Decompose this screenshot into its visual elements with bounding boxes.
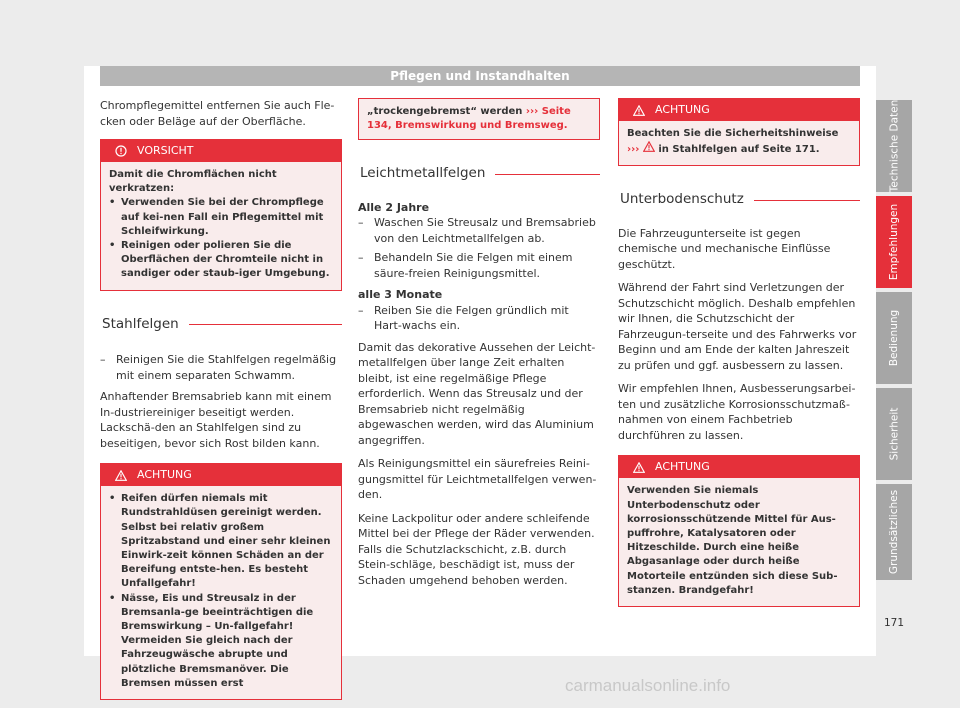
- achtung-label: ACHTUNG: [655, 103, 710, 116]
- leichtmetall-step-text: Waschen Sie Streusalz und Bremsabrieb von den Leichtmetallfelgen ab.: [374, 216, 596, 245]
- stahlfelgen-step-text: Reinigen Sie die Stahlfelgen regelmäßig mit einem separaten Schwamm.: [116, 353, 337, 382]
- warning-triangle-icon: [643, 141, 655, 152]
- achtung-text: in: [658, 144, 669, 156]
- vorsicht-box: [100, 139, 342, 291]
- stahlfelgen-link[interactable]: Stahlfelgen auf Seite 171.: [672, 144, 820, 156]
- achtung-body: [101, 486, 341, 699]
- tab-grundsaetzliches[interactable]: [876, 484, 912, 580]
- leichtmetall-title: Leichtmetallfelgen: [360, 165, 486, 182]
- leichtmetall-paragraph: Als Reinigungsmittel ein säurefreies Reini-gungsmittel für Leichtmetallfelgen verwen-den.: [358, 457, 597, 502]
- vorsicht-heading: Damit die Chromflächen nicht verkratzen:: [109, 169, 277, 195]
- achtung-label: ACHTUNG: [655, 460, 710, 474]
- unterboden-paragraph: Wir empfehlen Ihnen, Ausbesserungsarbei-ten und zusätzliche Korrosionsschutzmaß-nahmen von einem Fachbetrieb durchführen zu lassen.: [618, 382, 856, 442]
- page-header: Pflegen und Instandhalten: [100, 66, 860, 86]
- unterboden-paragraph: Während der Fahrt sind Verletzungen der Schutzschicht möglich. Deshalb empfehlen wir Ihnen, die Schutzschicht der Fahrzeugun-terseite und des Fahrwerks vor Beginn und am Ende der kalten Jahreszeit zu prüfen und ggf. ausbessern zu lassen.: [618, 281, 857, 372]
- vorsicht-body: [101, 162, 341, 290]
- achtung-continuation-box: [358, 98, 600, 140]
- achtung-item-text: Reifen dürfen niemals mit Rundstrahldüsen gereinigt werden. Selbst bei relativ großem Spritzabstand und einer sehr kleinen Einwirk-zeit können Schäden an der Bereifung entste-hen. Es besteht Unfallgefahr!: [121, 493, 331, 590]
- unterboden-title: Unterbodenschutz: [620, 191, 744, 208]
- leichtmetall-section-heading: [358, 166, 600, 182]
- leichtmetall-step: – Reiben Sie die Felgen gründlich mit Hart-wachs ein.: [358, 303, 600, 334]
- tab-label: Technische Daten: [888, 99, 901, 193]
- stahlfelgen-paragraph: Anhaftender Bremsabrieb kann mit einem In-dustriereiniger beseitigt werden. Lackschä-den an Stahlfelgen sind zu beseitigen, bevor sich Rost bilden kann.: [100, 390, 332, 450]
- vorsicht-item: • Verwenden Sie bei der Chrompflege auf kei-nen Fall ein Pflegemittel mit Schleifwirkung.: [109, 196, 333, 239]
- vorsicht-item: • Reinigen oder polieren Sie die Oberflächen der Chromteile nicht in sandiger oder staub-iger Umgebung.: [109, 239, 333, 282]
- section-rule: [754, 200, 860, 201]
- achtung-header: [619, 456, 859, 478]
- leichtmetall-paragraph: Keine Lackpolitur oder andere schleifende Mittel bei der Pflege der Räder verwenden. Falls die Schutzlackschicht, z.B. durch Stein-schläge, beschädigt ist, muss der Schaden umgehend behoben werden.: [358, 511, 595, 587]
- intro-paragraph: Chrompflegemittel entfernen Sie auch Fle-cken oder Beläge auf der Oberfläche.: [100, 99, 335, 128]
- stahlfelgen-step: – Reinigen Sie die Stahlfelgen regelmäßig mit einem separaten Schwamm.: [100, 352, 342, 383]
- achtung-header: [101, 464, 341, 486]
- leichtmetall-step-text: Reiben Sie die Felgen gründlich mit Hart-wachs ein.: [374, 303, 569, 333]
- leichtmetall-step: – Waschen Sie Streusalz und Bremsabrieb von den Leichtmetallfelgen ab.: [358, 215, 600, 246]
- vorsicht-item-text: Verwenden Sie bei der Chrompflege auf kei-nen Fall ein Pflegemittel mit Schleifwirkung.: [121, 197, 324, 237]
- column-left: [100, 98, 342, 708]
- vorsicht-item-text: Reinigen oder polieren Sie die Oberflächen der Chromteile nicht in sandiger oder staub-iger Umgebung.: [121, 240, 330, 280]
- achtung-label: ACHTUNG: [137, 468, 192, 482]
- warning-triangle-icon: [633, 462, 645, 473]
- unterboden-paragraph: Die Fahrzeugunterseite ist gegen chemische und mechanische Einflüsse geschützt.: [618, 226, 831, 271]
- column-middle: [358, 98, 600, 596]
- section-rule: [189, 324, 342, 325]
- info-circle-icon: [115, 145, 127, 157]
- link-arrow: ›››: [627, 144, 640, 156]
- achtung-item: • Reifen dürfen niemals mit Rundstrahldüsen gereinigt werden. Selbst bei relativ großem Spritzabstand und einer sehr kleinen Einwirk-zeit können Schäden an der Bereifung entste-hen. Es besteht Unfallgefahr!: [109, 492, 333, 591]
- achtung-item: • Nässe, Eis und Streusalz in der Bremsanla-ge beeinträchtigen die Bremswirkung – Un-fallgefahr! Vermeiden Sie gleich nach der Fahrzeugwäsche abrupte und plötzliche Bremsmanöver. Die Bremsen müssen erst: [109, 592, 333, 691]
- achtung-text: Beachten Sie die Sicherheitshinweise: [627, 128, 839, 139]
- chapter-tabs: [876, 100, 912, 584]
- page-number: 171: [883, 617, 905, 629]
- vorsicht-label: VORSICHT: [137, 144, 194, 157]
- tab-technische-daten[interactable]: [876, 100, 912, 192]
- tab-bedienung[interactable]: [876, 292, 912, 384]
- stahlfelgen-title: Stahlfelgen: [102, 315, 179, 332]
- tab-label: Sicherheit: [888, 407, 901, 461]
- achtung-body: Verwenden Sie niemals Unterbodenschutz oder korrosionsschützende Mittel für Aus-puffrohre, Katalysatoren oder Hitzeschilde. Durch eine heiße Abgasanlage oder durch heiße Motorteile entzünden sich diese Sub-stanzen. Brandgefahr!: [619, 478, 859, 606]
- achtung-header: [619, 99, 859, 121]
- achtung-item-text: Nässe, Eis und Streusalz in der Bremsanla-ge beeinträchtigen die Bremswirkung – Un-fallgefahr! Vermeiden Sie gleich nach der Fahrzeugwäsche abrupte und plötzliche Bremsmanöver. Die Bremsen müssen erst: [121, 592, 314, 689]
- section-rule: [495, 174, 600, 175]
- column-right: [618, 98, 860, 621]
- tab-label: Bedienung: [888, 309, 900, 367]
- unterboden-section-heading: [618, 192, 860, 208]
- achtung-box-safety: [618, 98, 860, 166]
- tab-sicherheit[interactable]: [876, 388, 912, 480]
- continuation-body: [359, 99, 599, 139]
- leichtmetall-step-text: Behandeln Sie die Felgen mit einem säure-freien Reinigungsmittel.: [374, 251, 573, 280]
- tab-empfehlungen[interactable]: [876, 196, 912, 288]
- achtung-box-underbody: [618, 455, 860, 607]
- tab-label: Empfehlungen: [888, 203, 901, 281]
- watermark: carmanualsonline.info: [565, 676, 731, 695]
- warning-triangle-icon: [633, 105, 645, 116]
- vorsicht-header: [101, 140, 341, 162]
- tab-label: Grundsätzliches: [888, 489, 900, 575]
- stahlfelgen-section-heading: [100, 317, 342, 333]
- interval-label: Alle 2 Jahre: [358, 200, 430, 214]
- achtung-box-tires: [100, 463, 342, 700]
- leichtmetall-paragraph: Damit das dekorative Aussehen der Leicht-metallfelgen über lange Zeit erhalten bleibt, ist eine regelmäßige Pflege erforderlich. Wenn das Streusalz und der Bremsabrieb nicht regelmäßig abgewaschen werden, wird das Aluminium angegriffen.: [358, 340, 596, 447]
- achtung-body: [619, 121, 859, 165]
- link-arrow: ›››: [525, 106, 539, 117]
- leichtmetall-step: – Behandeln Sie die Felgen mit einem säure-freien Reinigungsmittel.: [358, 250, 600, 281]
- bremswirkung-link[interactable]: Seite 134, Bremswirkung und Bremsweg.: [367, 106, 571, 132]
- warning-triangle-icon: [115, 470, 127, 481]
- continuation-text: „trockengebremst“ werden: [367, 106, 523, 117]
- interval-label: alle 3 Monate: [358, 288, 443, 302]
